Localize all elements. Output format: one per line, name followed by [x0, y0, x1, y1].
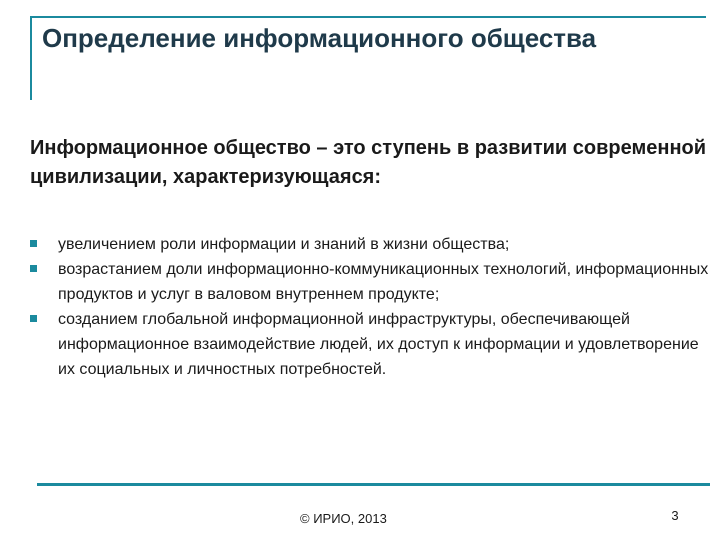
bullet-text: созданием глобальной информационной инфраструктуры, обеспечивающей информационное взаимодействие людей, их доступ к информации и удовлетворение их социальных и личностных потребностей.: [58, 311, 699, 378]
bullet-item-1: [30, 232, 720, 257]
bullet-list: [30, 232, 720, 382]
square-bullet-icon: [30, 265, 37, 272]
title-frame-top-line: [30, 16, 706, 18]
square-bullet-icon: [30, 315, 37, 322]
square-bullet-icon: [30, 240, 37, 247]
bullet-item-3: [30, 307, 720, 382]
bullet-item-2: [30, 257, 720, 307]
intro-text: Информационное общество – это ступень в развитии современной цивилизации, характеризующаяся:: [30, 137, 707, 188]
slide-title: Определение информационного общества: [42, 23, 597, 53]
bullet-text: возрастанием доли информационно-коммуникационных технологий, информационных продуктов и услуг в валовом внутреннем продукте;: [58, 261, 709, 303]
footer-copyright: © ИРИО, 2013: [300, 511, 387, 526]
footer-divider: [37, 483, 710, 486]
title-frame-left-line: [30, 16, 32, 100]
page-number: 3: [671, 508, 679, 523]
bullet-text: увеличением роли информации и знаний в жизни общества;: [58, 236, 510, 253]
